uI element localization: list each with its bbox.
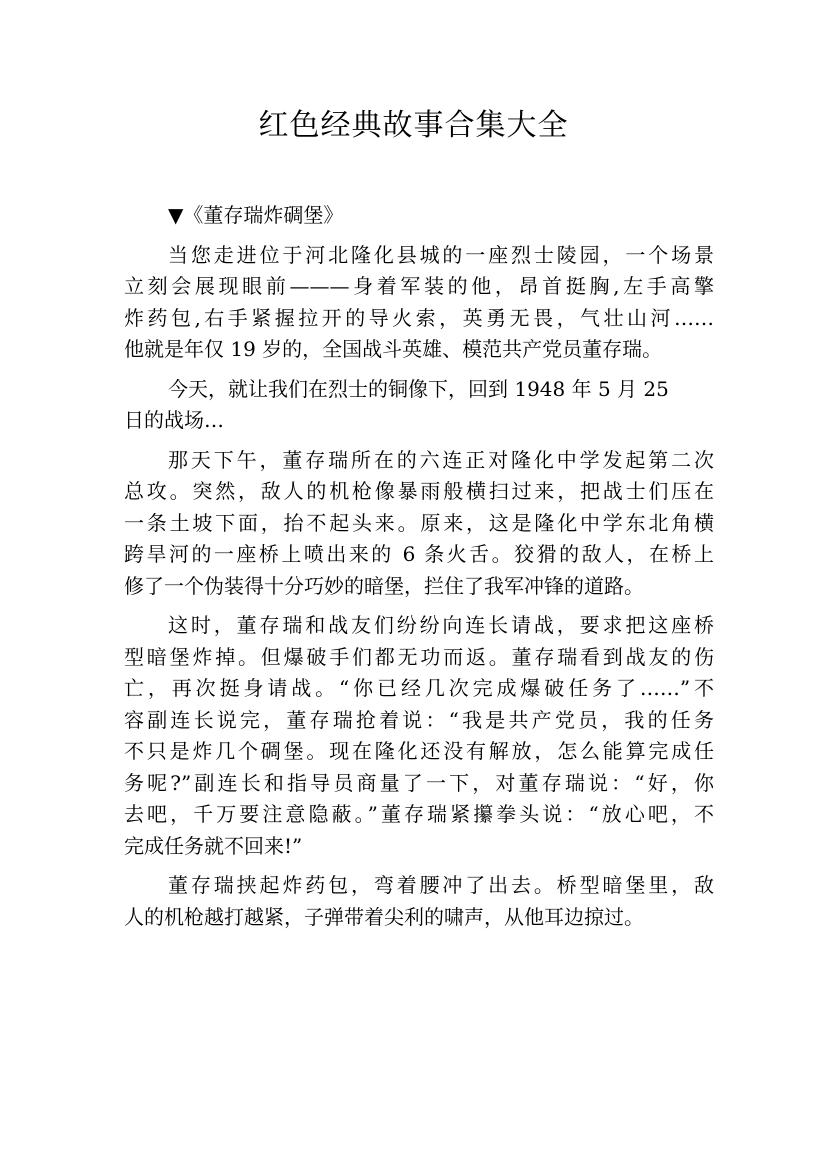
paragraph-line: 今天，就让我们在烈士的铜像下，回到 1948 年 5 月 25: [168, 376, 669, 401]
paragraph-line: 一条土坡下面，抬不起头来。原来，这是隆化中学东北角横: [124, 510, 714, 535]
paragraph-line: 他就是年仅 19 岁的，全国战斗英雄、模范共产党员董存瑞。: [124, 337, 663, 361]
paragraph-line: 人的机枪越打越紧，子弹带着尖利的啸声，从他耳边掠过。: [124, 904, 644, 929]
paragraph-line: 修了一个伪装得十分巧妙的暗堡，拦住了我军冲锋的道路。: [124, 573, 644, 598]
paragraph-line: 日的战场…: [124, 408, 224, 432]
paragraph-line: 立刻会展现眼前———身着军装的他，昂首挺胸,左手高擎: [124, 274, 714, 298]
document-title: 红色经典故事合集大全: [258, 108, 569, 143]
paragraph-line: 这时，董存瑞和战友们纷纷向连长请战，要求把这座桥: [168, 613, 714, 637]
paragraph-line: 不只是炸几个碉堡。现在隆化还没有解放，怎么能算完成任: [124, 739, 714, 763]
paragraph-line: 跨旱河的一座桥上喷出来的 6 条火舌。狡猾的敌人，在桥上: [124, 542, 714, 566]
paragraph-line: 务呢?”副连长和指导员商量了一下，对董存瑞说：“好，你: [124, 770, 714, 795]
paragraph-line: 容副连长说完，董存瑞抢着说：“我是共产党员，我的任务: [124, 707, 714, 732]
paragraph-line: 炸药包,右手紧握拉开的导火索，英勇无畏，气壮山河……: [124, 305, 714, 330]
paragraph-line: 当您走进位于河北隆化县城的一座烈士陵园，一个场景: [168, 242, 714, 267]
paragraph-1: [124, 240, 714, 366]
paragraph-line: 完成任务就不回来!”: [124, 833, 303, 858]
paragraph-line: 去吧，千万要注意隐蔽。”董存瑞紧攥拳头说：“放心吧，不: [124, 802, 714, 826]
paragraph-4: [124, 610, 714, 862]
document-body: [124, 200, 714, 941]
paragraph-line: 总攻。突然，敌人的机枪像暴雨般横扫过来，把战士们压在: [124, 479, 714, 503]
section-heading: ▼《董存瑞炸碉堡》: [168, 203, 344, 227]
paragraph-5: [124, 870, 714, 933]
paragraph-3: [124, 445, 714, 603]
paragraph-line: 型暗堡炸掉。但爆破手们都无功而返。董存瑞看到战友的伤: [124, 644, 714, 669]
paragraph-line: 董存瑞挟起炸药包，弯着腰冲了出去。桥型暗堡里，敌: [168, 873, 714, 897]
paragraph-2: [124, 374, 714, 437]
paragraph-line: 亡，再次挺身请战。“你已经几次完成爆破任务了……”不: [124, 676, 714, 700]
paragraph-line: 那天下午，董存瑞所在的六连正对隆化中学发起第二次: [168, 447, 714, 472]
